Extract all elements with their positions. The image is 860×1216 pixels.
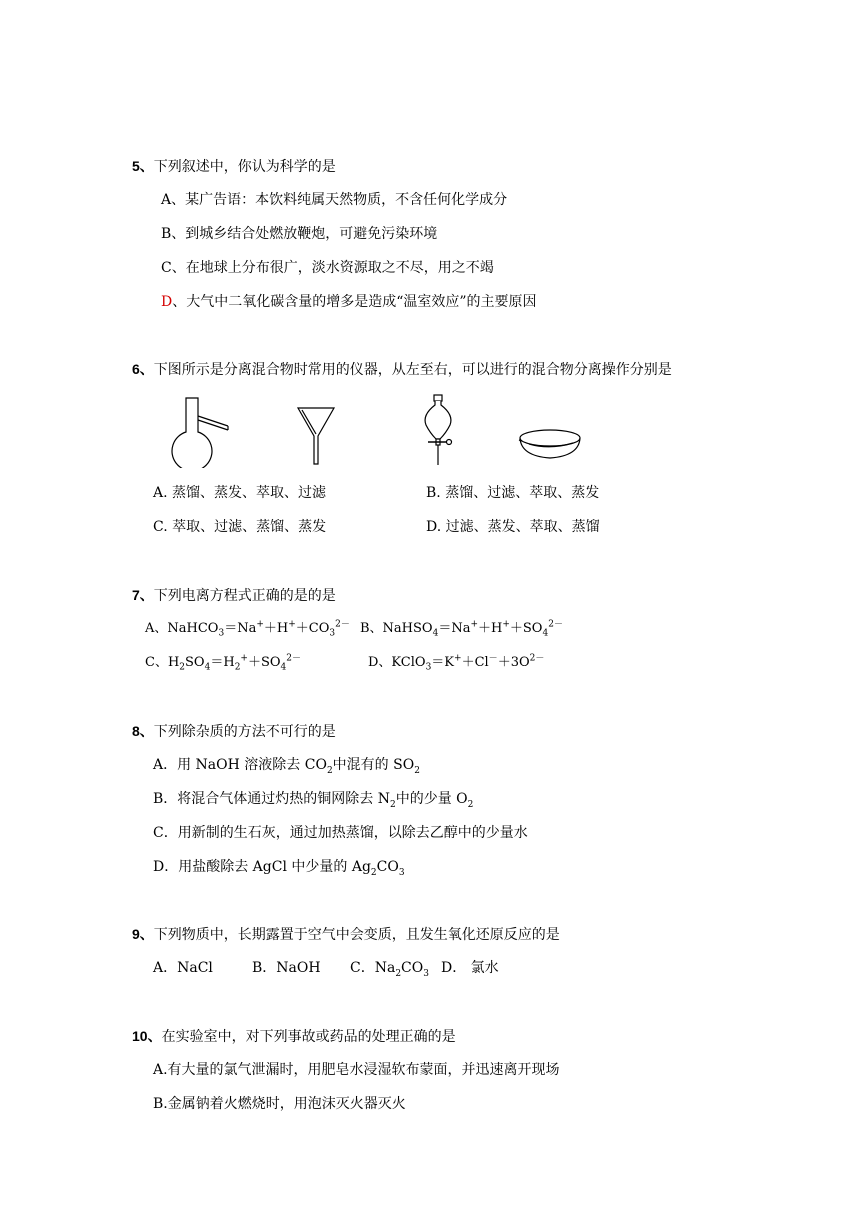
- q7-option-c: C、$H_2SO_4=H_2^++SO_4^{2-}$: [145, 653, 302, 673]
- question-6-stem: 6、下图所示是分离混合物时常用的仪器，从左至右，可以进行的混合物分离操作分别是: [132, 361, 672, 378]
- question-10-stem: 10、在实验室中，对下列事故或药品的处理正确的是: [132, 1028, 456, 1045]
- q6-option-d: D. 过滤、蒸发、萃取、蒸馏: [426, 519, 600, 535]
- q5-option-d: D、大气中二氧化碳含量的增多是造成“温室效应”的主要原因: [161, 294, 537, 310]
- q8-option-d: D．用盐酸除去 AgCl 中少量的 $Ag_2CO_3$: [153, 859, 405, 878]
- question-7-stem: 7、下列电离方程式正确的是的是: [132, 587, 336, 604]
- q5-answer-letter: D: [161, 294, 173, 310]
- q9-option-c: C．$Na_2CO_3$: [350, 960, 429, 979]
- q9-option-a: A．NaCl: [153, 960, 213, 976]
- q10-option-b: B.金属钠着火燃烧时，用泡沫灭火器灭火: [153, 1096, 406, 1112]
- q9-option-b: B．NaOH: [252, 960, 321, 976]
- evaporating-dish-icon: [517, 428, 585, 464]
- q6-option-a: A. 蒸馏、蒸发、萃取、过滤: [153, 485, 327, 501]
- q6-option-c: C. 萃取、过滤、蒸馏、蒸发: [153, 519, 327, 535]
- funnel-icon: [294, 406, 338, 466]
- question-5-stem: 5、下列叙述中，你认为科学的是: [132, 158, 336, 175]
- q7-option-a: A、$NaHCO_3=Na^++H^++CO_3^{2-}$: [145, 619, 350, 639]
- q8-option-a: A．用 NaOH 溶液除去 $CO_2$中混有的 $SO_2$: [153, 757, 420, 776]
- distilling-flask-icon: [168, 396, 232, 468]
- q6-option-b: B. 蒸馏、过滤、萃取、蒸发: [426, 485, 600, 501]
- question-9-stem: 9、下列物质中，长期露置于空气中会变质，且发生氧化还原反应的是: [132, 926, 560, 943]
- separatory-funnel-icon: [418, 393, 460, 469]
- q8-option-b: B．将混合气体通过灼热的铜网除去 $N_2$中的少量 $O_2$: [153, 791, 474, 810]
- q5-option-b: B、到城乡结合处燃放鞭炮，可避免污染环境: [161, 226, 438, 242]
- q10-option-a: A.有大量的氯气泄漏时，用肥皂水浸湿软布蒙面，并迅速离开现场: [153, 1062, 560, 1078]
- q7-option-b: B、$NaHSO_4=Na^++H^++SO_4^{2-}$: [360, 619, 563, 639]
- q9-option-d: D． 氯水: [441, 960, 499, 976]
- q5-option-c: C、在地球上分布很广，淡水资源取之不尽，用之不竭: [161, 260, 494, 276]
- question-8-stem: 8、下列除杂质的方法不可行的是: [132, 723, 336, 740]
- q7-option-d: D、$KClO_3=K^++Cl^-+3O^{2-}$: [368, 653, 545, 673]
- q8-option-c: C．用新制的生石灰，通过加热蒸馏，以除去乙醇中的少量水: [153, 825, 528, 841]
- q5-option-a: A、某广告语：本饮料纯属天然物质，不含任何化学成分: [161, 192, 508, 208]
